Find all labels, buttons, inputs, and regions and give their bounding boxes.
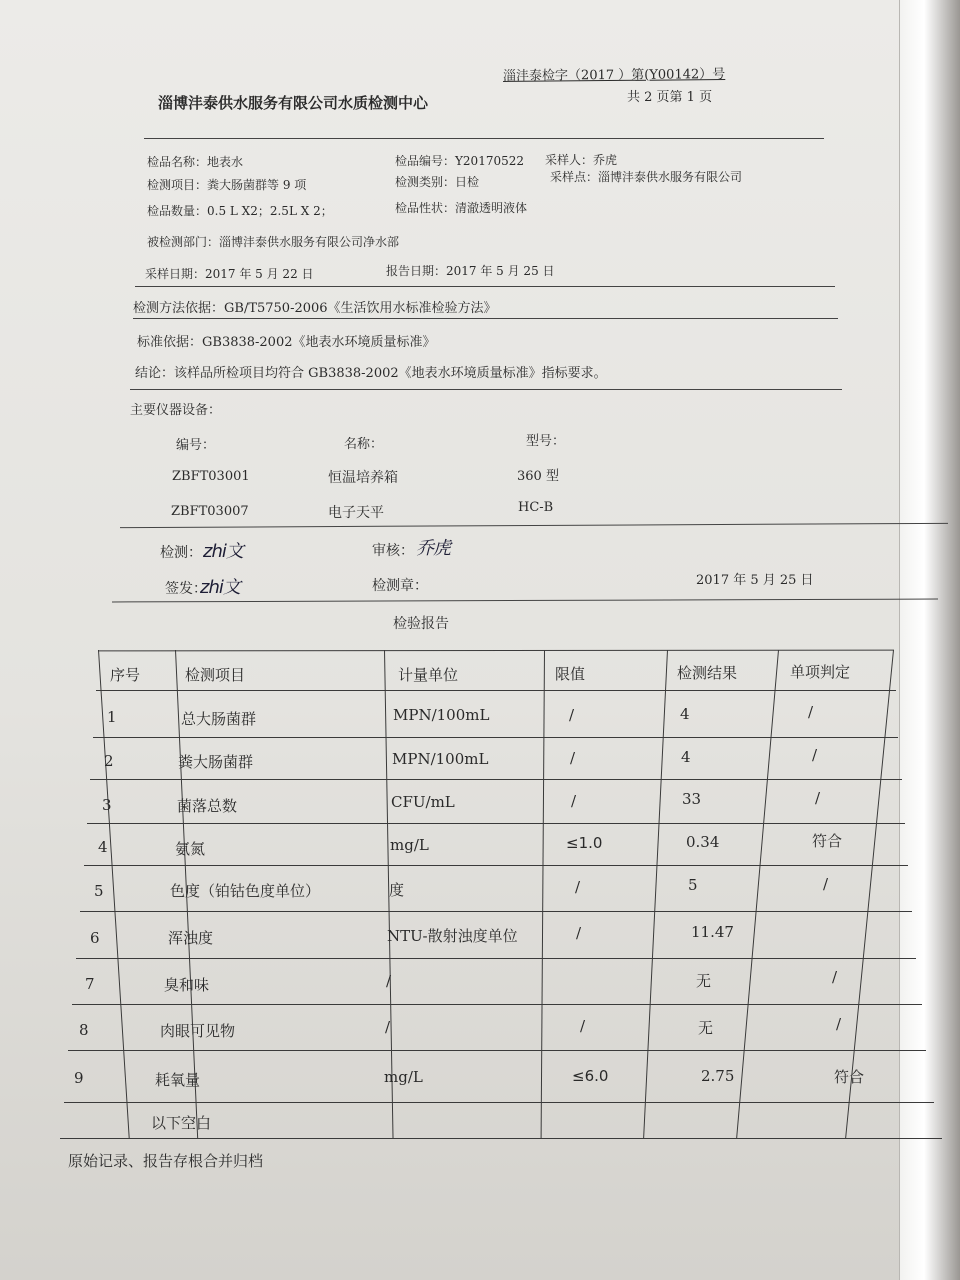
header-result: 检测结果 — [677, 664, 738, 682]
row-result: 33 — [682, 790, 702, 808]
row-limit: / — [575, 878, 581, 896]
conclusion-divider — [130, 389, 842, 390]
organization-title: 淄博沣泰供水服务有限公司水质检测中心 — [158, 94, 429, 112]
test-items: 检测项目：粪大肠菌群等 9 项 — [147, 178, 307, 192]
row-unit: CFU/mL — [391, 793, 455, 811]
sample-quantity: 检品数量：0.5 L X2；2.5L X 2； — [147, 204, 333, 218]
instrument-name: 电子天平 — [328, 505, 384, 521]
reviewer-signature: 乔虎 — [416, 538, 450, 559]
row-index: 4 — [98, 838, 108, 856]
table-line — [64, 1102, 934, 1103]
row-item: 粪大肠菌群 — [178, 753, 254, 771]
row-result: 0.34 — [686, 833, 720, 851]
instruments-title: 主要仪器设备： — [130, 403, 222, 418]
row-result: 4 — [681, 748, 691, 766]
row-judgement: / — [832, 968, 838, 986]
header-divider — [144, 138, 824, 139]
table-line — [68, 1050, 926, 1051]
header-item: 检测项目 — [185, 666, 246, 684]
row-item: 菌落总数 — [177, 797, 238, 815]
issuer-signature: zhi文 — [200, 577, 240, 598]
sampler: 采样人：乔虎 — [545, 153, 618, 167]
row-result: 2.75 — [701, 1067, 735, 1085]
instrument-header-model: 型号： — [526, 434, 566, 449]
row-judgement: / — [812, 746, 818, 764]
table-line — [84, 865, 908, 866]
row-index: 9 — [74, 1069, 84, 1087]
row-index: 2 — [104, 752, 114, 770]
header-judgement: 单项判定 — [790, 663, 851, 681]
row-result: 无 — [696, 972, 712, 990]
header-limit: 限值 — [555, 665, 586, 683]
issuer-label: 签发： — [165, 581, 207, 597]
row-item: 臭和味 — [164, 976, 210, 994]
row-unit: 度 — [389, 881, 405, 899]
table-line — [72, 1004, 922, 1005]
instrument-header-name: 名称： — [344, 437, 384, 452]
table-line — [87, 823, 905, 824]
conclusion: 结论：该样品所检项目均符合 GB3838-2002《地表水环境质量标准》指标要求。 — [135, 366, 607, 381]
row-index: 8 — [79, 1021, 89, 1039]
row-limit: ≤6.0 — [572, 1067, 609, 1085]
report-number: 淄沣泰检字（2017 ）第(Y00142）号 — [502, 67, 726, 84]
row-unit: MPN/100mL — [393, 706, 490, 724]
test-method: 检测方法依据：GB/T5750-2006《生活饮用水标准检验方法》 — [133, 301, 497, 316]
tested-department: 被检测部门：淄博沣泰供水服务有限公司净水部 — [147, 235, 400, 249]
row-limit: / — [570, 749, 576, 767]
row-result: 11.47 — [691, 923, 734, 941]
instrument-model: HC-B — [518, 500, 554, 515]
sample-name: 检品名称：地表水 — [147, 155, 244, 169]
row-limit: / — [576, 924, 582, 942]
row-judgement: / — [815, 789, 821, 807]
row-result: 5 — [688, 876, 698, 894]
row-unit: MPN/100mL — [392, 750, 489, 768]
row-judgement: / — [808, 703, 814, 721]
instrument-name: 恒温培养箱 — [328, 470, 398, 486]
table-line — [76, 958, 916, 959]
header-unit: 计量单位 — [398, 666, 459, 684]
table-line — [80, 911, 912, 912]
report-date: 报告日期：2017 年 5 月 25 日 — [386, 264, 555, 278]
table-border — [60, 1138, 942, 1139]
info-divider — [135, 286, 835, 287]
row-unit: mg/L — [384, 1068, 423, 1086]
row-index: 7 — [85, 975, 95, 993]
row-unit: NTU-散射浊度单位 — [387, 927, 518, 945]
row-limit: / — [569, 706, 575, 724]
table-title: 检验报告 — [393, 616, 449, 632]
signature-date: 2017 年 5 月 25 日 — [696, 573, 814, 588]
row-index: 1 — [107, 708, 117, 726]
row-item: 氨氮 — [175, 840, 206, 858]
instrument-header-id: 编号： — [176, 438, 216, 453]
footnote: 原始记录、报告存根合并归档 — [68, 1152, 264, 1170]
row-judgement: 符合 — [834, 1068, 865, 1086]
row-judgement: / — [836, 1015, 842, 1033]
table-line — [96, 690, 896, 691]
row-item: 总大肠菌群 — [181, 710, 257, 728]
instrument-id: ZBFT03007 — [171, 504, 249, 519]
header-index: 序号 — [110, 666, 141, 684]
row-result: 无 — [698, 1019, 714, 1037]
sampling-point: 采样点：淄博沣泰供水服务有限公司 — [550, 170, 743, 184]
sheet-edge — [899, 0, 960, 1280]
table-footer-text: 以下空白 — [151, 1114, 212, 1132]
row-limit: / — [580, 1017, 586, 1035]
tester-label: 检测： — [160, 545, 202, 561]
test-category: 检测类别：日检 — [395, 175, 480, 189]
table-line — [90, 779, 902, 780]
row-index: 5 — [94, 882, 104, 900]
row-item: 浑浊度 — [168, 929, 214, 947]
row-unit: / — [385, 1018, 391, 1036]
row-result: 4 — [680, 705, 690, 723]
instrument-id: ZBFT03001 — [172, 469, 250, 484]
row-index: 3 — [102, 796, 112, 814]
row-judgement: / — [823, 875, 829, 893]
page-info: 共 2 页第 1 页 — [627, 90, 713, 105]
sample-number: 检品编号：Y20170522 — [395, 154, 525, 168]
seal-label: 检测章： — [372, 578, 428, 594]
tester-signature: zhi文 — [203, 541, 243, 562]
sample-property: 检品性状：清澈透明液体 — [395, 201, 528, 215]
row-limit: / — [571, 792, 577, 810]
sampling-date: 采样日期：2017 年 5 月 22 日 — [145, 267, 314, 281]
row-item: 肉眼可见物 — [160, 1022, 236, 1040]
row-unit: / — [386, 972, 392, 990]
reviewer-label: 审核： — [372, 543, 414, 559]
table-line — [93, 737, 898, 738]
instrument-model: 360 型 — [517, 469, 559, 484]
standard-basis: 标准依据：GB3838-2002《地表水环境质量标准》 — [137, 335, 436, 350]
row-item: 色度（铂钴色度单位） — [170, 882, 321, 900]
row-limit: ≤1.0 — [566, 834, 603, 852]
row-judgement: 符合 — [812, 832, 843, 850]
row-item: 耗氧量 — [155, 1071, 201, 1089]
row-unit: mg/L — [390, 836, 429, 854]
row-index: 6 — [90, 929, 100, 947]
method-divider — [133, 318, 838, 319]
